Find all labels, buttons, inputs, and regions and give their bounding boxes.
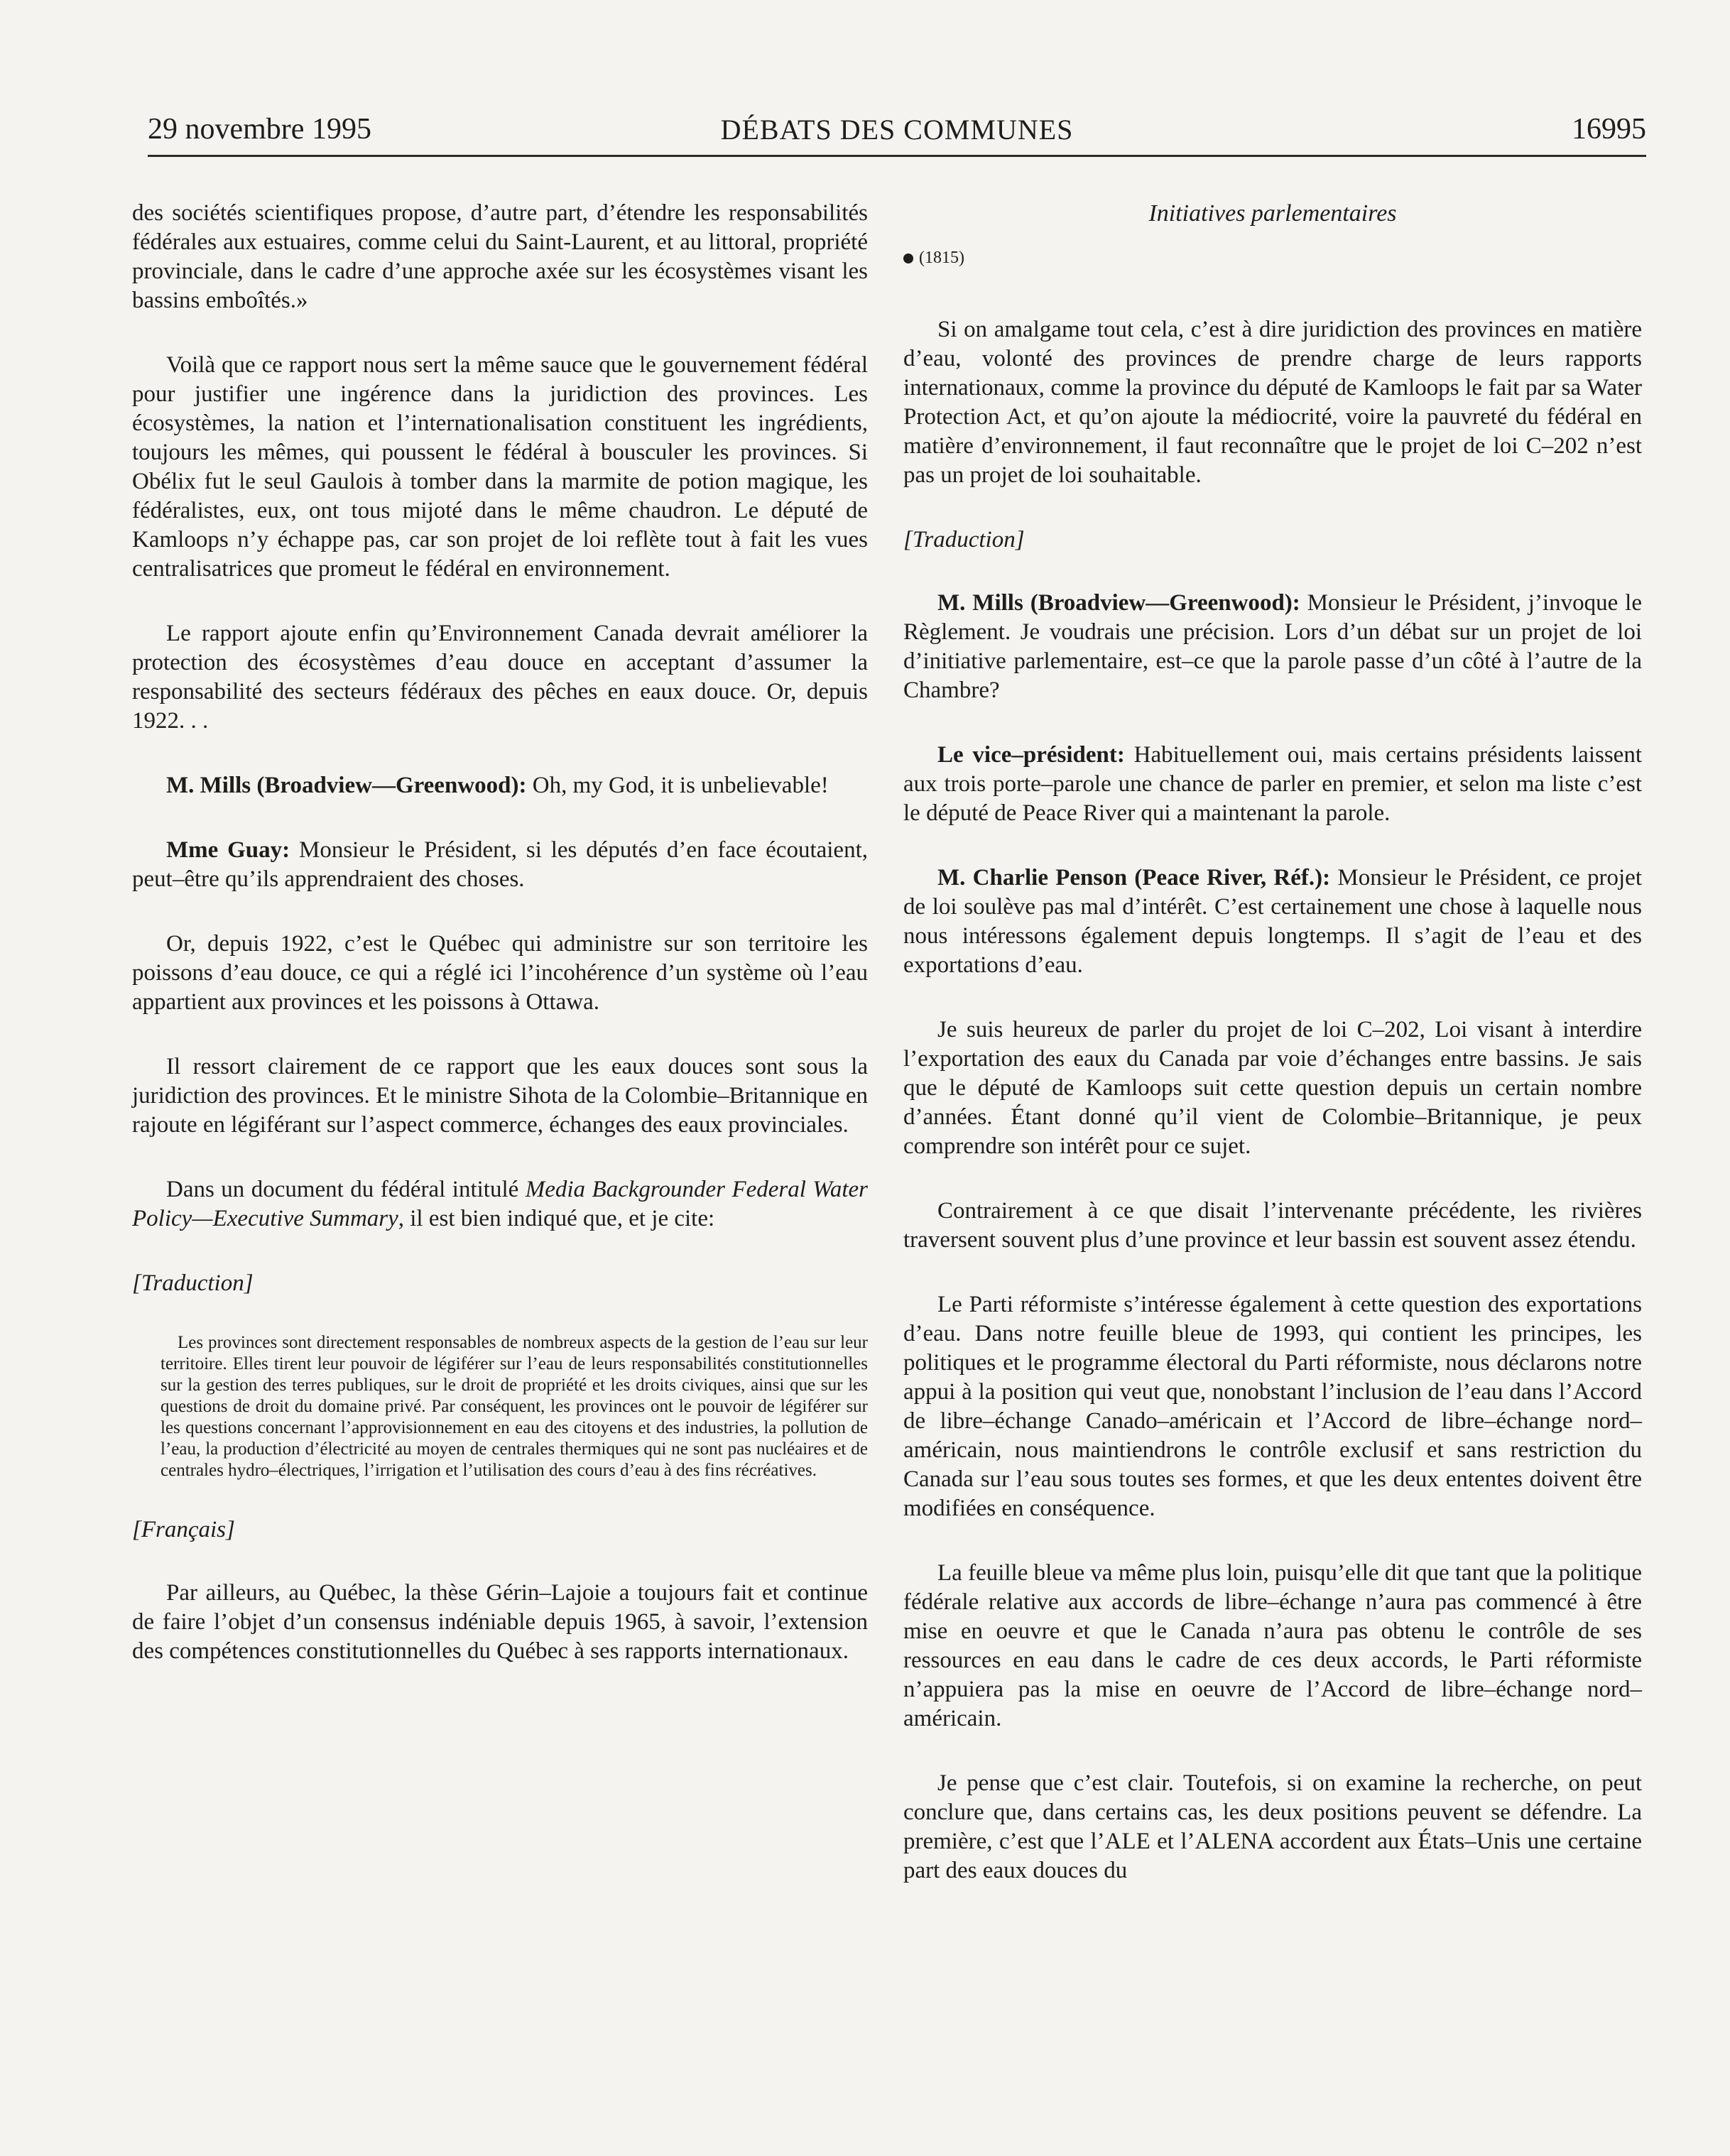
speech-text: Oh, my God, it is unbelievable! bbox=[526, 773, 829, 798]
speech-paragraph bbox=[903, 589, 1642, 705]
speaker-name: Mme Guay: bbox=[166, 837, 290, 863]
paragraph: Voilà que ce rapport nous sert la même sauce que le gouvernement fédéral pour justifier une ingérence dans la juridiction des provinces. Les écosystèmes, la nation et l’internationalisation constituent les ingrédients, toujours les mêmes, qui poussent le fédéral à bousculer les provinces. Si Obélix fut le seul Gaulois à tomber dans la marmite de potion magique, les fédéralistes, eux, ont tous mijoté dans le même chaudron. Le député de Kamloops n’y échappe pas, car son projet de loi reflète tout à fait les vues centralisatrices que promeut le fédéral en environnement. bbox=[132, 352, 868, 582]
speech-text: Monsieur le Président, ce projet de loi soulève pas mal d’intérêt. C’est certainement une chose à laquelle nous nous intéressons également depuis longtemps. Il s’agit de l’eau et des exportations d’eau. bbox=[903, 865, 1642, 978]
left-column bbox=[132, 199, 868, 1702]
paragraph: Il ressort clairement de ce rapport que les eaux douces sont sous la juridiction des provinces. Et le ministre Sihota de la Colombie–Britannique en rajoute en légiférant sur l’aspect commerce, échanges des eaux provinciales. bbox=[132, 1054, 868, 1138]
language-rubric: [Traduction] bbox=[132, 1270, 254, 1296]
paragraph bbox=[132, 1175, 868, 1234]
speaker-name: M. Charlie Penson (Peace River, Réf.): bbox=[937, 865, 1331, 891]
speaker-name: M. Mills (Broadview—Greenwood): bbox=[166, 773, 527, 798]
paragraph: Le rapport ajoute enfin qu’Environnement Canada devrait améliorer la protection des écosystèmes d’eau douce en acceptant d’assumer la responsabilité des secteurs fédéraux des pêches en eaux douce. Or, depuis 1922. . . bbox=[132, 621, 868, 734]
speech-text: Monsieur le Président, si les députés d’en face écoutaient, peut–être qu’ils apprendraient des choses. bbox=[132, 837, 868, 892]
speaker-name: Le vice–président: bbox=[937, 742, 1125, 768]
header-title: DÉBATS DES COMMUNES bbox=[720, 114, 1074, 146]
right-column bbox=[903, 199, 1642, 1921]
speech-paragraph bbox=[903, 741, 1642, 828]
paragraph: des sociétés scientifiques propose, d’autre part, d’étendre les responsabilités fédérales aux estuaires, comme celui du Saint-Laurent, et au littoral, propriété provinciale, dans le cadre d’une approche axée sur les écosystèmes visant les bassins emboîtés.» bbox=[132, 200, 868, 313]
language-rubric: [Traduction] bbox=[903, 527, 1025, 552]
speech-text: Habituellement oui, mais certains présidents laissent aux trois porte–parole une chance de parler en premier, et selon ma liste c’est le député de Peace River qui a maintenant la parole. bbox=[903, 742, 1643, 826]
header-page-number: 16995 bbox=[1572, 113, 1646, 146]
paragraph: Je suis heureux de parler du projet de loi C–202, Loi visant à interdire l’exportation des eaux du Canada par voie d’échanges entre bassins. Je sais que le député de Kamloops suit cette question depuis un certain nombre d’années. Étant donné qu’il vient de Colombie–Britannique, je peux comprendre son intérêt pour ce sujet. bbox=[903, 1017, 1642, 1159]
header-date: 29 novembre 1995 bbox=[148, 113, 371, 146]
language-rubric: [Français] bbox=[132, 1517, 235, 1542]
page-header bbox=[148, 111, 1646, 157]
bullet-icon bbox=[903, 254, 913, 263]
paragraph: Or, depuis 1922, c’est le Québec qui administre sur son territoire les poissons d’eau douce, ce qui a réglé ici l’incohérence d’un système où l’eau appartient aux provinces et les poissons à Ottawa. bbox=[132, 931, 868, 1015]
section-heading: Initiatives parlementaires bbox=[1148, 200, 1397, 227]
paragraph: Le Parti réformiste s’intéresse également à cette question des exportations d’eau. Dans notre feuille bleue de 1993, qui contient les principes, les politiques et le programme électoral du Parti réformiste, nous déclarons notre appui à la position qui veut que, nonobstant l’inclusion de l’eau dans l’Accord de libre–échange Canado–américain et l’Accord de libre–échange nord–américain, nous maintiendrons le contrôle exclusif et sans restriction du Canada sur l’eau sous toutes ses formes, et que les deux ententes doivent être modifiées en conséquence. bbox=[903, 1292, 1642, 1521]
speech-text: Monsieur le Président, j’invoque le Règlement. Je voudrais une précision. Lors d’un débat sur un projet de loi d’initiative parlementaire, est–ce que la parole passe d’un côté à l’autre de la Chambre? bbox=[903, 590, 1642, 703]
speaker-name: M. Mills (Broadview—Greenwood): bbox=[937, 590, 1300, 616]
paragraph: Je pense que c’est clair. Toutefois, si on examine la recherche, on peut conclure que, dans certains cas, les deux positions peuvent se défendre. La première, c’est que l’ALE et l’ALENA accordent aux États–Unis une certaine part des eaux douces du bbox=[903, 1770, 1642, 1883]
speech-paragraph bbox=[903, 864, 1642, 980]
timestamp-text: (1815) bbox=[919, 249, 964, 267]
speech-paragraph bbox=[132, 836, 868, 894]
paragraph: Contrairement à ce que disait l’intervenante précédente, les rivières traversent souvent plus d’une province et leur bassin est souvent assez étendu. bbox=[903, 1198, 1642, 1253]
text-run: Dans un document du fédéral intitulé bbox=[166, 1177, 526, 1202]
timestamp bbox=[903, 244, 1642, 273]
paragraph: La feuille bleue va même plus loin, puisqu’elle dit que tant que la politique fédérale relative aux accords de libre–échange n’aura pas commencé à être mise en oeuvre et que le Canada n’aura pas obtenu le contrôle de ses ressources en eau dans le cadre de ces deux accords, le Parti réformiste n’appuiera pas la mise en oeuvre de l’Accord de libre–échange nord–américain. bbox=[903, 1560, 1642, 1731]
paragraph: Si on amalgame tout cela, c’est à dire juridiction des provinces en matière d’eau, volonté des provinces de prendre charge de leurs rapports internationaux, comme la province du député de Kamloops le fait par sa Water Protection Act, et qu’on ajoute la médiocrité, voire la pauvreté du fédéral en matière d’environnement, il faut reconnaître que le projet de loi C–202 n’est pas un projet de loi souhaitable. bbox=[903, 317, 1642, 488]
document-title: Media Backgrounder Federal Water Policy—Executive Summary bbox=[132, 1177, 869, 1231]
block-quote: Les provinces sont directement responsables de nombreux aspects de la gestion de l’eau sur leur territoire. Elles tirent leur pouvoir de légiférer sur l’eau de leurs responsabilités constitutionnelles sur la gestion des terres publiques, sur le droit de propriété et les droits civiques, ainsi que sur les questions de droit du domaine privé. Par conséquent, les provinces ont le pouvoir de légiférer sur les questions concernant l’approvisionnement en eau des citoyens et des industries, la pollution de l’eau, la production d’électricité au moyen de centrales thermiques qui ne sont pas nucléaires et de centrales hydro–électriques, l’irrigation et l’utilisation des cours d’eau à des fins récréatives. bbox=[161, 1333, 868, 1480]
speech-paragraph bbox=[132, 771, 868, 800]
paragraph: Par ailleurs, au Québec, la thèse Gérin–Lajoie a toujours fait et continue de faire l’objet d’un consensus indéniable depuis 1965, à savoir, l’extension des compétences constitutionnelles du Québec à ses rapports internationaux. bbox=[132, 1580, 868, 1664]
text-run: , il est bien indiqué que, et je cite: bbox=[398, 1206, 715, 1231]
